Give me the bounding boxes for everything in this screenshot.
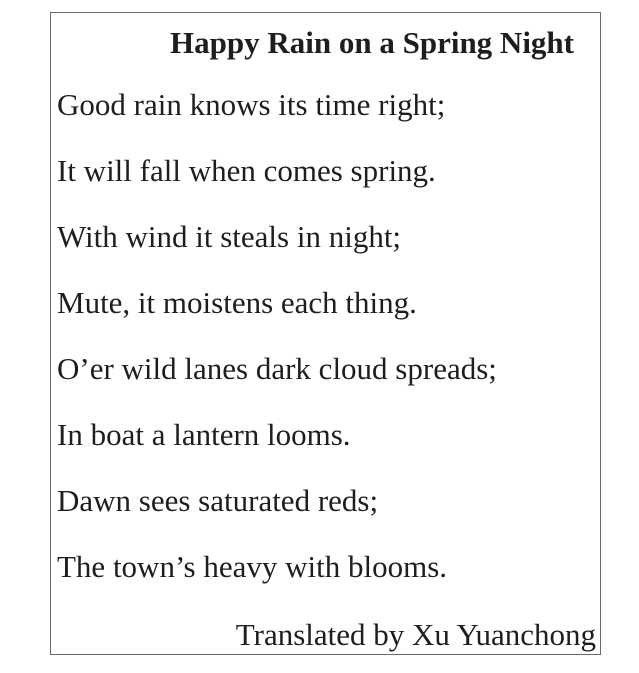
poem-frame [50, 12, 601, 655]
poem-line: In boat a lantern looms. [57, 417, 351, 452]
poem-line: Dawn sees saturated reds; [57, 483, 379, 518]
poem-line: It will fall when comes spring. [57, 153, 436, 188]
poem-line: O’er wild lanes dark cloud spreads; [57, 351, 497, 386]
poem-line: Mute, it moistens each thing. [57, 285, 417, 320]
poem-line: With wind it steals in night; [57, 219, 402, 254]
poem-body [57, 87, 497, 615]
poem-title: Happy Rain on a Spring Night [170, 25, 574, 60]
poem-line: The town’s heavy with blooms. [57, 549, 448, 584]
poem-line: Good rain knows its time right; [57, 87, 446, 122]
translator-attribution: Translated by Xu Yuanchong [235, 617, 596, 652]
